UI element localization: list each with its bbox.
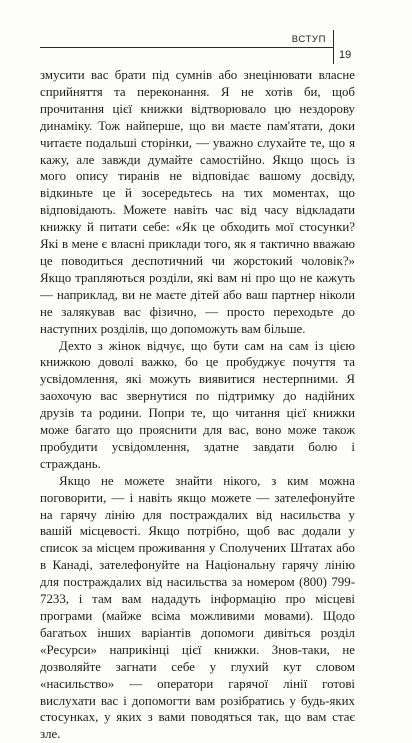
header-divider [333, 30, 334, 64]
body-text [40, 67, 355, 743]
page-number: 19 [339, 49, 352, 61]
paragraph-1: змусити вас брати під сумнів або знецінювати власне сприйняття та переконання. Я не хотів би, щоб прочитання цієї книжки відтворювало цю нездорову динаміку. Тож найперше, що ви маєте пам'ятати, доки читаєте подальші сторінки, — уважно слухайте те, що я кажу, але завжди думайте самостійно. Якщо щось із мого опису тиранів не відповідає вашому досвіду, відкиньте це й зосередьтесь на тих моментах, що відповідають. Можете навіть час від часу відкладати книжку й питати себе: «Як це обходить мої стосунки? Які в мене є власні приклади того, як я тактично вважаю це поводиться деспотичний чи жорстокий чоловік?» Якщо трапляються розділи, які вам ні про що не кажуть — наприклад, ви не маєте дітей або ваш партнер ніколи не залякував вас фізично, — просто переходьте до наступних розділів, що допоможуть вам більше. [40, 68, 355, 336]
paragraph-3: Якщо не можете знайти нікого, з ким можна поговорити, — і навіть якщо можете — зателефонуйте на гарячу лінію для постраждалих від насильства у вашій місцевості. Якщо потрібно, щоб вас додали у список за місцем проживання у Сполучених Штатах або в Канаді, зателефонуйте на Національну гарячу лінію для постраждалих від насильства за номером (800) 799-7233, і там вам нададуть інформацію про місцеві програми (майже всіма можливими мовами). Щодо багатьох інших варіантів допомоги дивіться розділ «Ресурси» наприкінці цієї книжки. Знов-таки, не дозволяйте загнати себе у глухий кут словом «насильство» — оператори гарячої лінії готові вислухати вас і допомогти вам розібратись у будь-яких стосунках, у яких з вами поводяться так, що вам стає зле. [40, 473, 355, 742]
header-rule [40, 47, 333, 48]
paragraph-2: Дехто з жінок відчує, що бути сам на сам із цією книжкою доволі важко, бо це пробуджує почуття та усвідомлення, які можуть виявитися нестерпними. Я заохочую вас звернутися по підтримку до надійних друзів та родини. Попри те, що читання цієї книжки може багато що прояснити для вас, воно може також пробудити усвідомлення, здатне завдати болю і страждань. [40, 338, 355, 471]
running-header-title: ВСТУП [291, 34, 326, 45]
